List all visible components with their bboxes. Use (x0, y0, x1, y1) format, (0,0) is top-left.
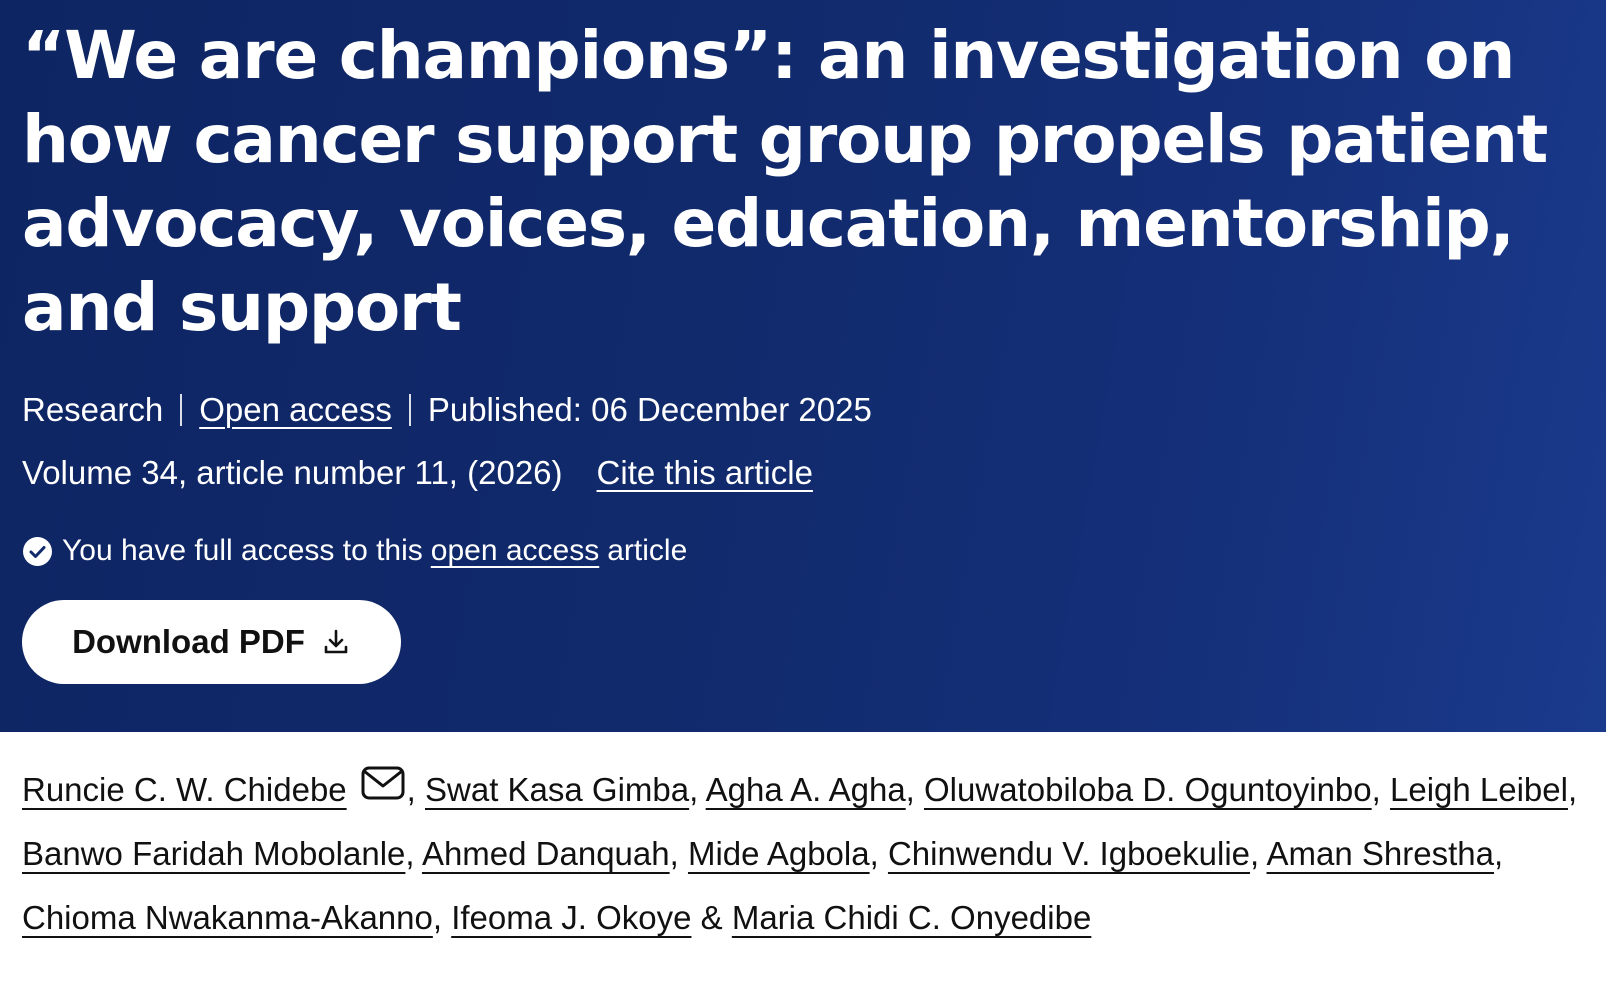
download-pdf-button[interactable] (22, 600, 401, 684)
check-circle-icon (22, 536, 53, 567)
cite-article-link[interactable]: Cite this article (596, 454, 813, 491)
author-link[interactable]: Swat Kasa Gimba (425, 771, 690, 808)
author-link[interactable]: Maria Chidi C. Onyedibe (731, 899, 1092, 936)
author-link[interactable]: Chioma Nwakanma-Akanno (22, 899, 433, 936)
author-link[interactable]: Ahmed Danquah (421, 835, 670, 872)
author-link[interactable]: Runcie C. W. Chidebe (22, 771, 347, 808)
author-line: Runcie C. W. Chidebe , Swat Kasa Gimba, Agha A. Agha, Oluwatobiloba D. Oguntoyinbo, Leigh Leibel, (22, 758, 1584, 822)
published-date: Published: 06 December 2025 (427, 391, 872, 428)
article-type: Research (22, 391, 164, 428)
author-link[interactable]: Mide Agbola (687, 835, 870, 872)
access-notice (22, 531, 1584, 571)
meta-divider (180, 394, 182, 426)
access-notice-prefix: You have full access to this (62, 534, 423, 567)
article-meta (22, 388, 1584, 432)
author-list (0, 758, 1606, 950)
meta-divider (409, 394, 411, 426)
author-line: Banwo Faridah Mobolanle, Ahmed Danquah, Mide Agbola, Chinwendu V. Igboekulie, Aman Shrestha, (22, 835, 1504, 872)
author-link[interactable]: Leigh Leibel (1389, 771, 1568, 808)
author-link[interactable]: Aman Shrestha (1266, 835, 1495, 872)
mail-icon[interactable] (361, 757, 405, 821)
volume-info: Volume 34, article number 11, (2026) (22, 454, 563, 491)
article-citation-row (22, 451, 1584, 495)
author-link[interactable]: Agha A. Agha (705, 771, 906, 808)
article-title: “We are champions”: an investigation on how cancer support group propels patient advocacy, voices, education, mentorship, and support (22, 17, 1548, 346)
author-link[interactable]: Chinwendu V. Igboekulie (887, 835, 1251, 872)
author-line: Chioma Nwakanma-Akanno, Ifeoma J. Okoye & Maria Chidi C. Onyedibe (22, 899, 1092, 936)
download-pdf-label: Download PDF (72, 623, 305, 660)
author-link[interactable]: Oluwatobiloba D. Oguntoyinbo (924, 771, 1372, 808)
author-link[interactable]: Banwo Faridah Mobolanle (22, 835, 406, 872)
download-icon (321, 627, 351, 657)
open-access-link[interactable]: Open access (199, 391, 392, 428)
author-link[interactable]: Ifeoma J. Okoye (451, 899, 692, 936)
access-notice-link[interactable]: open access (430, 534, 600, 567)
ampersand: & (700, 899, 723, 936)
access-notice-suffix: article (607, 534, 688, 567)
